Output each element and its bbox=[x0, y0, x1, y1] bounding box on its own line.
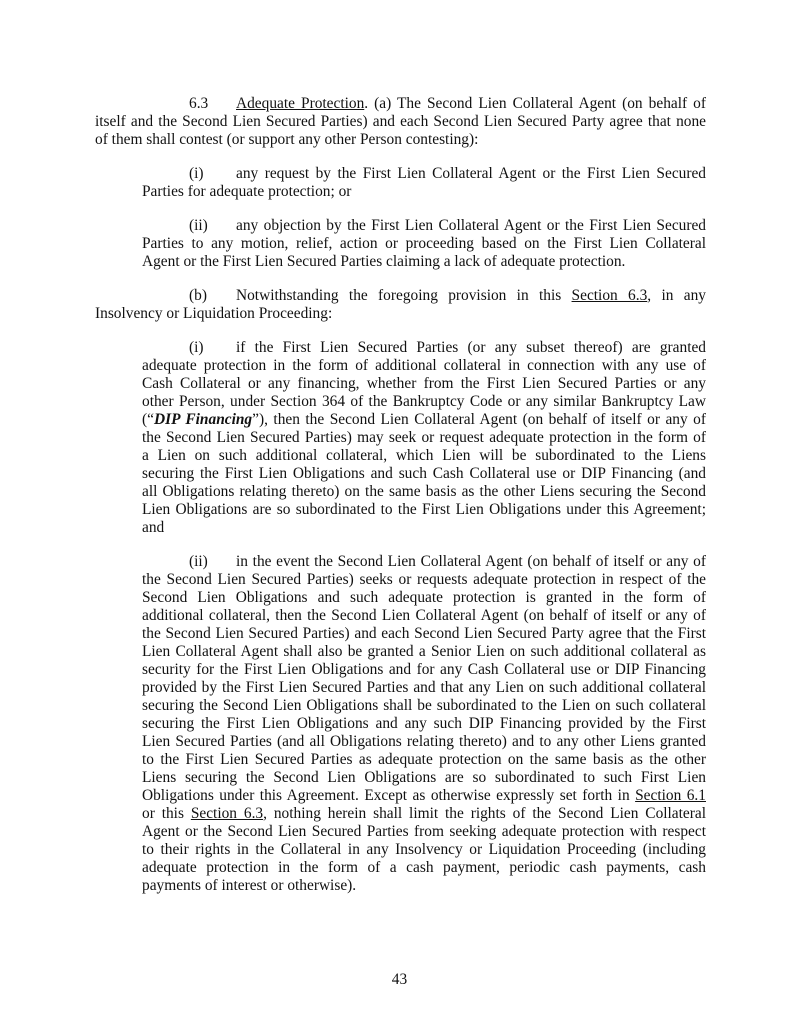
text-line bbox=[142, 841, 706, 859]
paragraph bbox=[0, 95, 799, 149]
section-reference: Section 6.3 bbox=[190, 805, 264, 822]
text-run: or this bbox=[142, 805, 191, 822]
text-run: to their rights in the Collateral in any Insolvency or Liquidation Proceeding (including bbox=[142, 841, 706, 858]
text-line bbox=[142, 465, 706, 483]
section-number: (ii) bbox=[189, 217, 208, 234]
text-line bbox=[142, 411, 706, 429]
text-run: to the First Lien Secured Parties as adequate protection on the same basis as the other bbox=[142, 751, 706, 768]
text-line bbox=[95, 95, 706, 113]
text-line bbox=[95, 131, 706, 149]
text-run: Lien Collateral Agent shall also be granted a Senior Lien on such additional collateral as bbox=[142, 643, 706, 660]
text-run: a Lien on such additional collateral, which Lien will be subordinated to the Liens bbox=[142, 447, 706, 464]
text-run: Notwithstanding the foregoing provision in this bbox=[236, 287, 572, 304]
text-run: in the event the Second Lien Collateral Agent (on behalf of itself or any of bbox=[236, 553, 706, 570]
text-line bbox=[95, 113, 706, 131]
text-line bbox=[142, 805, 706, 823]
text-line bbox=[142, 679, 706, 697]
text-line bbox=[142, 183, 706, 201]
text-line bbox=[142, 339, 706, 357]
text-line bbox=[142, 751, 706, 769]
text-run: (“ bbox=[142, 411, 154, 428]
text-line bbox=[142, 393, 706, 411]
text-run: any objection by the First Lien Collateral Agent or the First Lien Secured bbox=[236, 217, 706, 234]
section-number: (b) bbox=[189, 287, 207, 304]
text-line bbox=[142, 253, 706, 271]
text-run: payments of interest or otherwise). bbox=[142, 877, 357, 894]
text-run: Cash Collateral or any financing, whether from the First Lien Secured Parties or any bbox=[142, 375, 706, 392]
text-line bbox=[142, 217, 706, 235]
text-run: adequate protection in the form of additional collateral in connection with any use of bbox=[142, 357, 706, 374]
page-number: 43 bbox=[391, 971, 408, 988]
text-line bbox=[142, 447, 706, 465]
text-line bbox=[142, 375, 706, 393]
text-run: the Second Lien Secured Parties) seeks or requests adequate protection in respect of the bbox=[142, 571, 706, 588]
paragraph bbox=[0, 165, 799, 201]
text-line bbox=[142, 357, 706, 375]
text-run: security for the First Lien Obligations and for any Cash Collateral use or DIP Financing bbox=[142, 661, 706, 678]
text-line bbox=[142, 519, 706, 537]
defined-term: DIP Financing bbox=[153, 411, 253, 428]
text-run: , in any bbox=[647, 287, 706, 304]
text-run: . (a) The Second Lien Collateral Agent (on behalf of bbox=[364, 95, 706, 112]
text-run: any request by the First Lien Collateral Agent or the First Lien Secured bbox=[236, 165, 706, 182]
text-line bbox=[142, 429, 706, 447]
text-run: additional collateral, then the Second Lien Collateral Agent (on behalf of itself or any of bbox=[142, 607, 706, 624]
text-line bbox=[142, 823, 706, 841]
text-run: if the First Lien Secured Parties (or any subset thereof) are granted bbox=[236, 339, 706, 356]
text-line bbox=[142, 501, 706, 519]
text-run: , nothing herein shall limit the rights of the Second Lien Collateral bbox=[263, 805, 706, 822]
text-line bbox=[142, 625, 706, 643]
text-line bbox=[142, 589, 706, 607]
text-run: securing the First Lien Obligations and any such DIP Financing provided by the First bbox=[142, 715, 706, 732]
text-run: Insolvency or Liquidation Proceeding: bbox=[95, 305, 333, 322]
text-run: Liens securing the Second Lien Obligations are so subordinated to such First Lien bbox=[142, 769, 706, 786]
paragraph bbox=[0, 339, 799, 537]
text-line bbox=[142, 571, 706, 589]
section-reference: Section 6.1 bbox=[635, 787, 706, 804]
section-reference: Adequate Protection bbox=[236, 95, 365, 112]
section-number: (i) bbox=[189, 339, 204, 356]
text-run: securing the First Lien Obligations and such Cash Collateral use or DIP Financing (and bbox=[142, 465, 706, 482]
text-run: Agent or the Second Lien Secured Parties from seeking adequate protection with respect bbox=[142, 823, 706, 840]
paragraph bbox=[0, 553, 799, 895]
text-run: other Person, under Section 364 of the Bankruptcy Code or any similar Bankruptcy Law bbox=[142, 393, 706, 410]
text-run: itself and the Second Lien Secured Parties) and each Second Lien Secured Party agree that none bbox=[95, 113, 706, 130]
text-run: Agent or the First Lien Secured Parties claiming a lack of adequate protection. bbox=[142, 253, 626, 270]
text-line bbox=[142, 235, 706, 253]
text-line bbox=[142, 715, 706, 733]
section-number: (ii) bbox=[189, 553, 208, 570]
text-run: the Second Lien Secured Parties) may seek or request adequate protection in the form of bbox=[142, 429, 706, 446]
text-run: provided by the First Lien Secured Parties and that any Lien on such additional collateral bbox=[142, 679, 706, 696]
text-run: Obligations under this Agreement. Except as otherwise expressly set forth in bbox=[142, 787, 636, 804]
text-line bbox=[142, 733, 706, 751]
text-line bbox=[142, 607, 706, 625]
text-run: Lien Obligations are so subordinated to the First Lien Obligations under this Agreement; bbox=[142, 501, 706, 518]
document-body bbox=[0, 95, 799, 911]
text-run: of them shall contest (or support any other Person contesting): bbox=[95, 131, 479, 148]
text-run: adequate protection in the form of a cash payment, periodic cash payments, cash bbox=[142, 859, 706, 876]
text-line bbox=[142, 769, 706, 787]
text-line bbox=[142, 553, 706, 571]
text-run: and bbox=[142, 519, 165, 536]
text-run: Lien Secured Parties (and all Obligations relating thereto) and to any other Liens granted bbox=[142, 733, 706, 750]
text-run: Parties to any motion, relief, action or proceeding based on the First Lien Collateral bbox=[142, 235, 706, 252]
text-line bbox=[142, 859, 706, 877]
text-run: the Second Lien Secured Parties) and each Second Lien Secured Party agree that the First bbox=[142, 625, 706, 642]
text-run: ”), then the Second Lien Collateral Agent (on behalf of itself or any of bbox=[252, 411, 707, 428]
text-line bbox=[142, 661, 706, 679]
section-number: (i) bbox=[189, 165, 204, 182]
paragraph bbox=[0, 287, 799, 323]
text-line bbox=[142, 877, 706, 895]
section-reference: Section 6.3 bbox=[571, 287, 648, 304]
text-run: securing the Second Lien Obligations shall be subordinated to the Lien on such collateral bbox=[142, 697, 706, 714]
text-run: all Obligations relating thereto) on the same basis as the other Liens securing the Second bbox=[142, 483, 706, 500]
text-line bbox=[95, 305, 706, 323]
text-run: Parties for adequate protection; or bbox=[142, 183, 352, 200]
text-line bbox=[142, 697, 706, 715]
paragraph bbox=[0, 217, 799, 271]
text-line bbox=[142, 165, 706, 183]
text-run: Second Lien Obligations and such adequate protection is granted in the form of bbox=[142, 589, 706, 606]
text-line bbox=[95, 287, 706, 305]
text-line bbox=[142, 483, 706, 501]
text-line bbox=[142, 787, 706, 805]
section-number: 6.3 bbox=[189, 95, 209, 112]
text-line bbox=[142, 643, 706, 661]
